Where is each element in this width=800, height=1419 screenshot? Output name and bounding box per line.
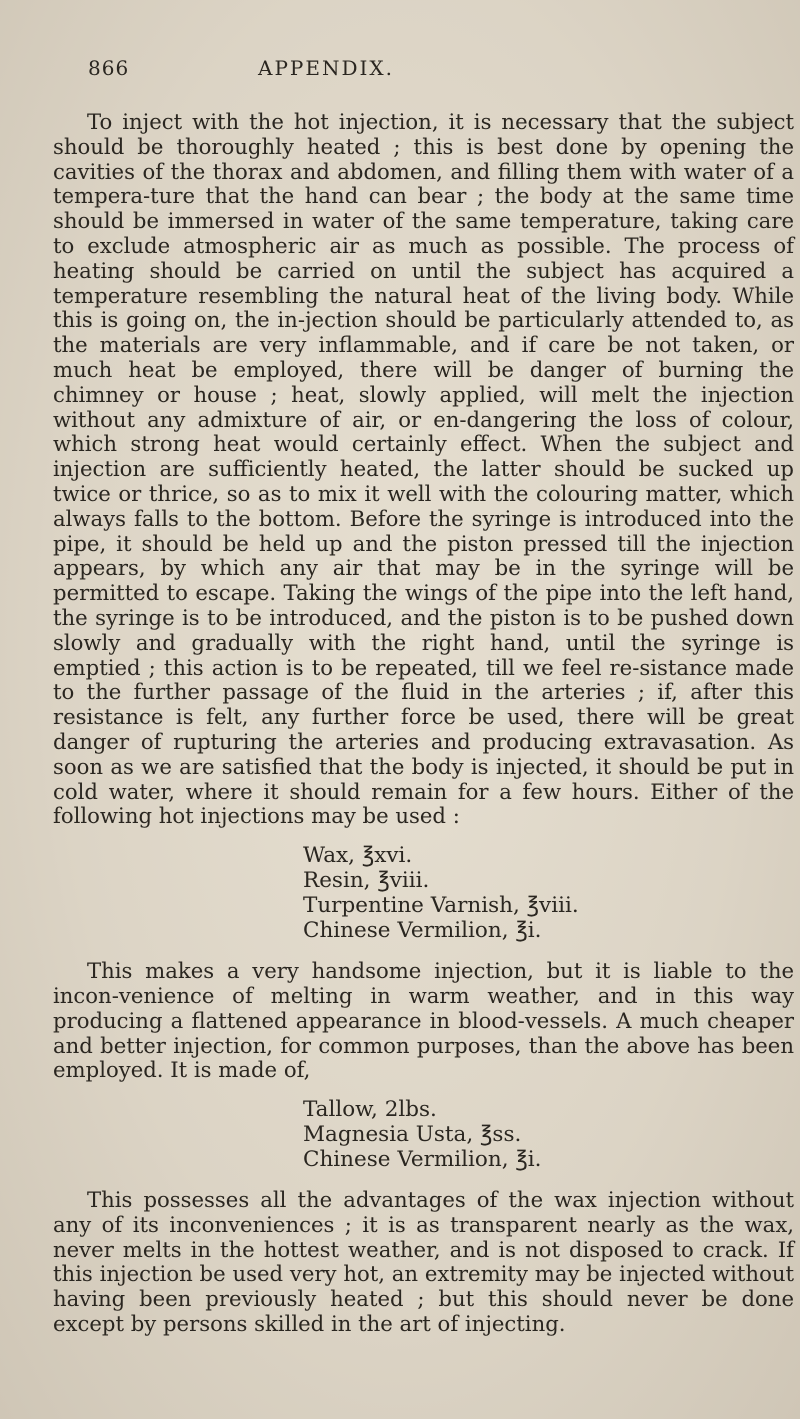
recipe-item: Turpentine Varnish, ℥viii. <box>303 893 579 919</box>
recipe-item: Magnesia Usta, ℥ss. <box>303 1122 522 1148</box>
recipe-wax-injection <box>303 843 794 943</box>
recipe-item: Wax, ℥xvi. <box>303 843 413 869</box>
running-head: APPENDIX. <box>258 56 394 80</box>
recipe-item: Tallow, 2lbs. <box>303 1097 437 1123</box>
paragraph-hot-injection: To inject with the hot injection, it is necessary that the subject should be thoroughly heated ; this is best done by opening the cavities of the thorax and abdomen, and filling them with water of a tempera-ture that the hand can bear ; the body at the same time should be immersed in water of the same temperature, taking care to exclude atmospheric air as much as possible. The process of heating should be carried on until the subject has acquired a temperature resembling the natural heat of the living body. While this is going on, the in-jection should be particularly attended to, as the materials are very inflammable, and if care be not taken, or much heat be employed, there will be danger of burning the chimney or house ; heat, slowly applied, will melt the injection without any admixture of air, or en-dangering the loss of colour, which strong heat would certainly effect. When the subject and injection are sufficiently heated, the latter should be sucked up twice or thrice, so as to mix it well with the colouring matter, which always falls to the bottom. Before the syringe is introduced into the pipe, it should be held up and the piston pressed till the injection appears, by which any air that may be in the syringe will be permitted to escape. Taking the wings of the pipe into the left hand, the syringe is to be introduced, and the piston is to be pushed down slowly and gradually with the right hand, until the syringe is emptied ; this action is to be repeated, till we feel re-sistance made to the further passage of the fluid in the arteries ; if, after this resistance is felt, any further force be used, there will be great danger of rupturing the arteries and producing extravasation. As soon as we are satisfied that the body is injected, it should be put in cold water, where it should remain for a few hours. Either of the following hot injections may be used : <box>53 109 794 829</box>
paragraph-cheaper-injection: This makes a very handsome injection, but it is liable to the incon-venience of melting in warm weather, and in this way producing a flattened appearance in blood-vessels. A much cheaper and better injection, for common purposes, than the above has been employed. It is made of, <box>53 958 794 1083</box>
page-header <box>88 56 788 86</box>
paragraph-advantages: This possesses all the advantages of the wax injection without any of its inconveniences ; it is as transparent nearly as the wax, never melts in the hottest weather, and is not disposed to crack. If this injection be used very hot, an extremity may be injected without having been previously heated ; but this should never be done except by persons skilled in the art of injecting. <box>53 1187 794 1337</box>
recipe-item: Chinese Vermilion, ℥i. <box>303 1147 542 1173</box>
recipe-item: Chinese Vermilion, ℥i. <box>303 918 542 944</box>
recipe-tallow-injection <box>303 1097 794 1172</box>
recipe-item: Resin, ℥viii. <box>303 868 430 894</box>
page-number: 866 <box>88 56 130 80</box>
page-body <box>53 110 794 1337</box>
